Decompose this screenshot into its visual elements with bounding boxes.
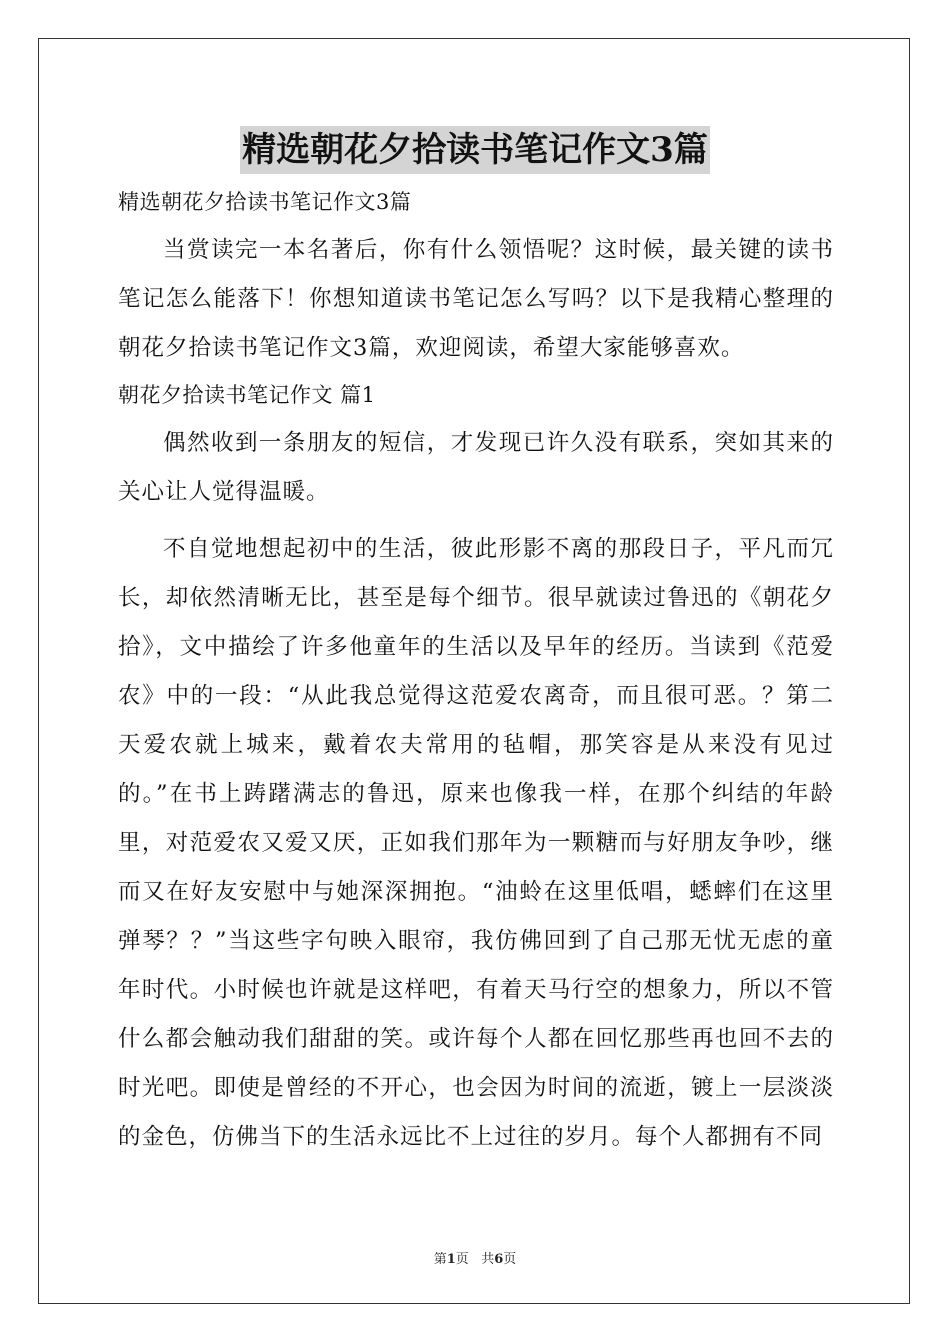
page-footer — [0, 1248, 950, 1267]
document-body — [118, 182, 834, 1162]
footer-page-total: 6 — [494, 1252, 504, 1267]
intro-paragraph: 当赏读完一本名著后，你有什么领悟呢？这时候，最关键的读书笔记怎么能落下！你想知道读书笔记怎么写吗？以下是我精心整理的朝花夕拾读书笔记作文3篇，欢迎阅读，希望大家能够喜欢。 — [118, 237, 834, 361]
title-wrap — [0, 126, 950, 174]
section-heading: 朝花夕拾读书笔记作文 篇1 — [118, 383, 376, 407]
document-subtitle: 精选朝花夕拾读书笔记作文3篇 — [118, 190, 412, 214]
footer-total-prefix: 共 — [481, 1252, 495, 1267]
footer-page-suffix: 页 — [455, 1252, 469, 1267]
footer-page-current: 1 — [446, 1252, 456, 1267]
footer-page-prefix: 第 — [433, 1252, 447, 1267]
footer-total-suffix: 页 — [503, 1252, 517, 1267]
document-title: 精选朝花夕拾读书笔记作文3篇 — [240, 126, 710, 174]
body-paragraph-1: 偶然收到一条朋友的短信，才发现已许久没有联系，突如其来的关心让人觉得温暖。 — [118, 430, 834, 505]
body-paragraph-2: 不自觉地想起初中的生活，彼此形影不离的那段日子，平凡而冗长，却依然清晰无比，甚至是每个细节。很早就读过鲁迅的《朝花夕拾》，文中描绘了许多他童年的生活以及早年的经历。当读到《范爱农》中的一段：“从此我总觉得这范爱农离奇，而且很可恶。？第二天爱农就上城来，戴着农夫常用的毡帽，那笑容是从来没有见过的。”在书上踌躇满志的鲁迅，原来也像我一样，在那个纠结的年龄里，对范爱农又爱又厌，正如我们那年为一颗糖而与好朋友争吵，继而又在好友安慰中与她深深拥抱。“油蛉在这里低唱，蟋蟀们在这里弹琴？？”当这些字句映入眼帘，我仿佛回到了自己那无忧无虑的童年时代。小时候也许就是这样吧，有着天马行空的想象力，所以不管什么都会触动我们甜甜的笑。或许每个人都在回忆那些再也回不去的时光吧。即使是曾经的不开心，也会因为时间的流逝，镀上一层淡淡的金色，仿佛当下的生活永远比不上过往的岁月。每个人都拥有不同 — [118, 536, 834, 1150]
